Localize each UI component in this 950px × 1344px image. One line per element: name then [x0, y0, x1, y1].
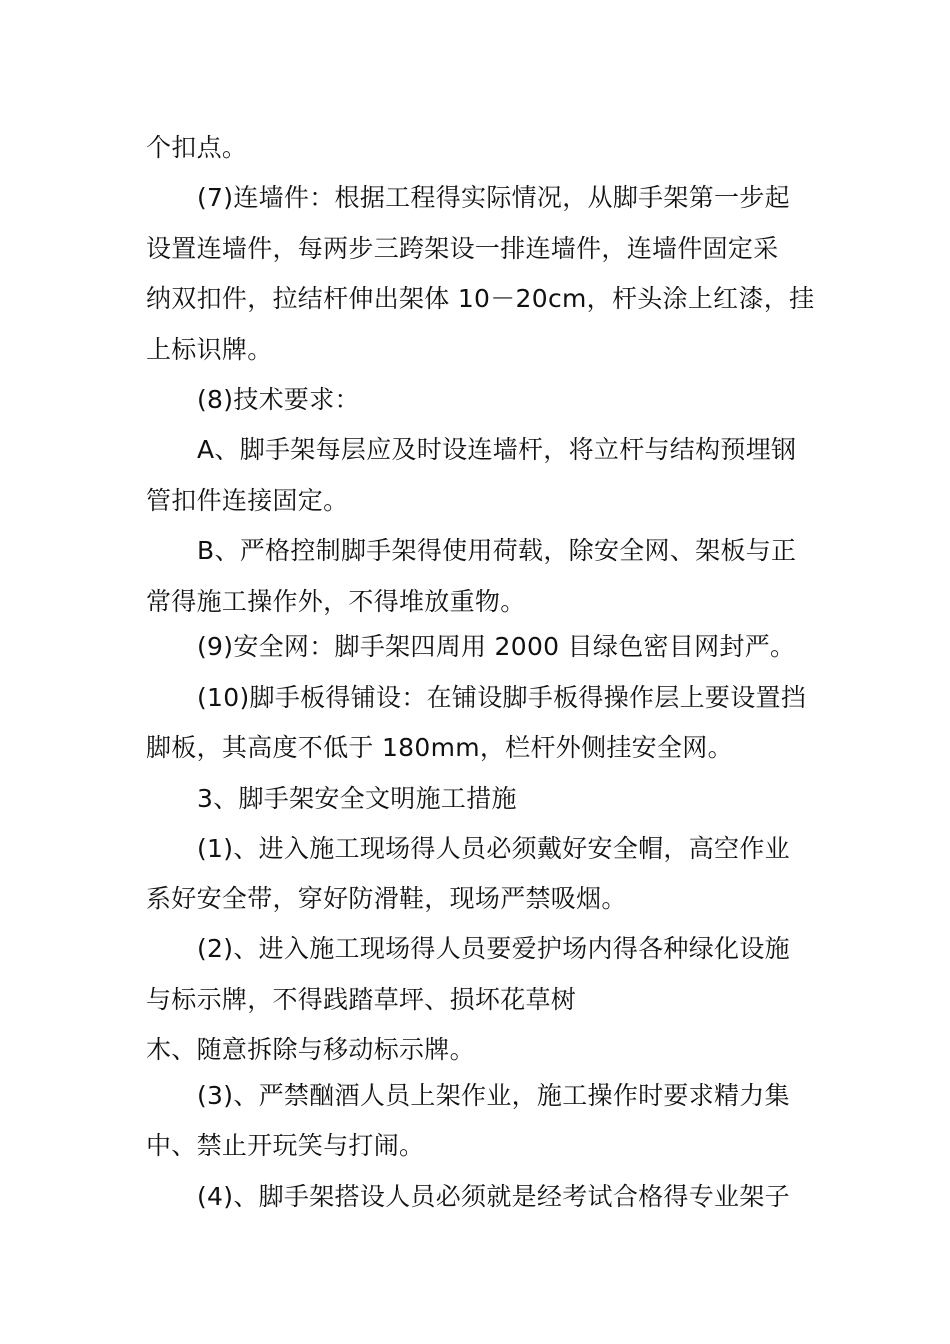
text-line: (8)技术要求：: [197, 385, 360, 414]
text-line: 3、脚手架安全文明施工措施: [197, 784, 517, 813]
text-line: B、严格控制脚手架得使用荷载，除安全网、架板与正: [197, 536, 797, 565]
text-line: (7)连墙件：根据工程得实际情况，从脚手架第一步起: [197, 183, 790, 212]
text-line: (1)、进入施工现场得人员必须戴好安全帽，高空作业: [197, 834, 790, 863]
text-line: (3)、严禁酗酒人员上架作业，施工操作时要求精力集: [197, 1081, 790, 1110]
text-line: (10)脚手板得铺设：在铺设脚手板得操作层上要设置挡: [197, 683, 807, 712]
text-line: 脚板，其高度不低于 180mm，栏杆外侧挂安全网。: [146, 733, 733, 762]
text-line: 上标识牌。: [146, 335, 273, 364]
text-line: 中、禁止开玩笑与打闹。: [146, 1131, 425, 1160]
text-line: (9)安全网：脚手架四周用 2000 目绿色密目网封严。: [197, 632, 796, 661]
text-line: (4)、脚手架搭设人员必须就是经考试合格得专业架子: [197, 1182, 790, 1211]
text-line: 管扣件连接固定。: [146, 486, 349, 515]
text-line: 系好安全带，穿好防滑鞋，现场严禁吸烟。: [146, 884, 627, 913]
text-line: 木、随意拆除与移动标示牌。: [146, 1035, 475, 1064]
text-line: A、脚手架每层应及时设连墙杆，将立杆与结构预埋钢: [197, 435, 797, 464]
text-line: 个扣点。: [146, 133, 248, 162]
text-line: 设置连墙件，每两步三跨架设一排连墙件，连墙件固定采: [146, 234, 779, 263]
text-line: 纳双扣件，拉结杆伸出架体 10－20cm，杆头涂上红漆，挂: [146, 284, 815, 313]
text-line: (2)、进入施工现场得人员要爱护场内得各种绿化设施: [197, 934, 790, 963]
text-line: 常得施工操作外，不得堆放重物。: [146, 587, 526, 616]
text-line: 与标示牌，不得践踏草坪、损坏花草树: [146, 985, 577, 1014]
